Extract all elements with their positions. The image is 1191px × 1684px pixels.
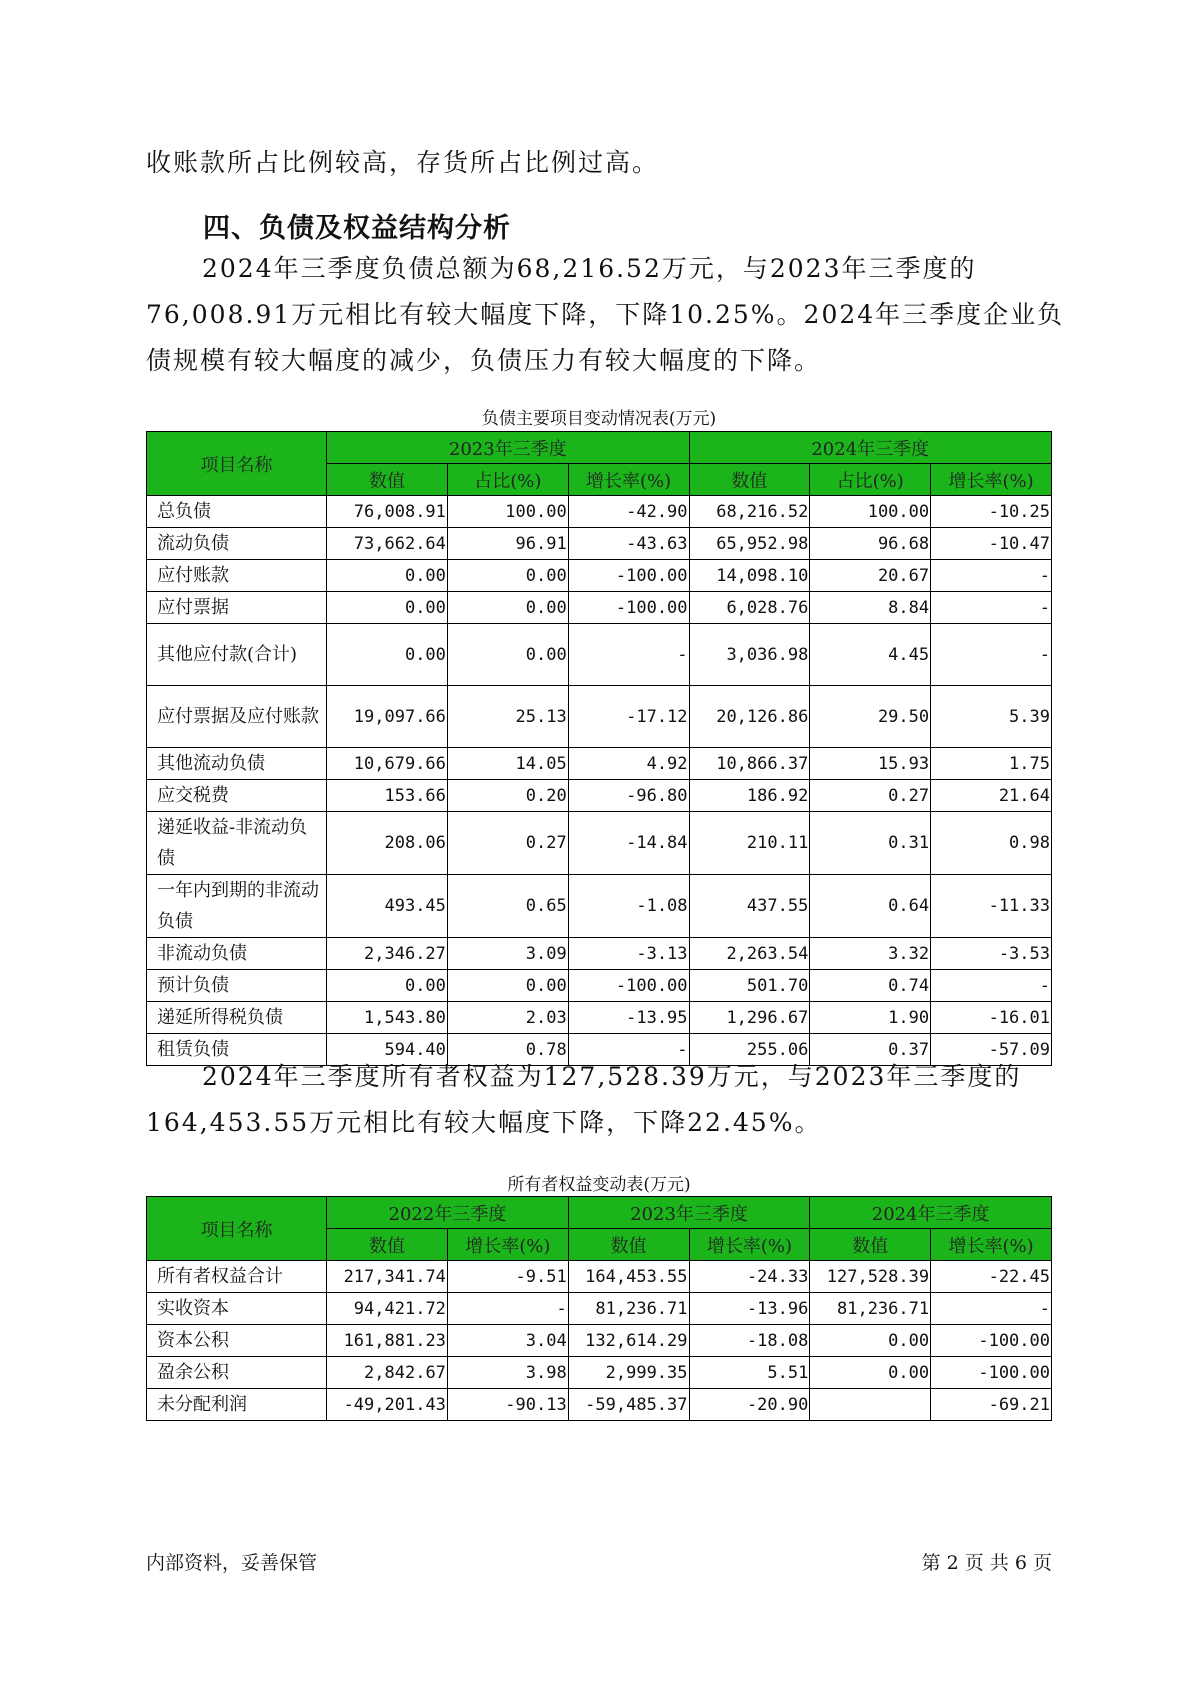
table-cell: 2,346.27 [327,938,448,970]
table-cell: 3.32 [810,938,931,970]
table-cell: 0.20 [447,780,568,812]
section-heading: 四、负债及权益结构分析 [203,213,511,244]
table-cell: -14.84 [568,812,689,875]
table-cell: 501.70 [689,970,810,1002]
table-cell: 100.00 [810,496,931,528]
table-cell: -20.90 [689,1389,810,1421]
row-label: 应付账款 [147,560,327,592]
column-header: 增长率(%) [931,1229,1052,1261]
table1-caption: 负债主要项目变动情况表(万元) [481,409,717,429]
table-cell: 594.40 [327,1034,448,1066]
table-cell: 96.91 [447,528,568,560]
table-cell: 5.51 [689,1357,810,1389]
table-cell: - [447,1293,568,1325]
row-label: 其他流动负债 [147,748,327,780]
row-label: 总负债 [147,496,327,528]
table2-caption: 所有者权益变动表(万元) [507,1175,691,1195]
table-row [147,748,1052,780]
table-cell: 0.00 [447,560,568,592]
intro-line: 收账款所占比例较高，存货所占比例过高。 [146,148,660,177]
table-cell: 0.64 [810,875,931,938]
table-cell: 73,662.64 [327,528,448,560]
table-cell: 127,528.39 [810,1261,931,1293]
table-cell: -49,201.43 [327,1389,448,1421]
table-cell: 100.00 [447,496,568,528]
table-cell: 19,097.66 [327,686,448,748]
table-cell: -100.00 [931,1357,1052,1389]
table-cell: 132,614.29 [568,1325,689,1357]
table-cell: 29.50 [810,686,931,748]
table-row [147,1293,1052,1325]
row-label: 资本公积 [147,1325,327,1357]
equity-table [146,1196,1052,1421]
table-cell: 65,952.98 [689,528,810,560]
table-cell: - [931,624,1052,686]
row-label: 应付票据 [147,592,327,624]
item-name-header: 项目名称 [147,432,327,496]
table-cell: 21.64 [931,780,1052,812]
row-label: 实收资本 [147,1293,327,1325]
table-cell: 3,036.98 [689,624,810,686]
table-cell: 161,881.23 [327,1325,448,1357]
table-row [147,1002,1052,1034]
table-cell: 76,008.91 [327,496,448,528]
row-label: 盈余公积 [147,1357,327,1389]
table-cell: 68,216.52 [689,496,810,528]
table-cell: 0.00 [327,624,448,686]
table-cell: -59,485.37 [568,1389,689,1421]
table-row [147,592,1052,624]
column-header: 数值 [810,1229,931,1261]
table-cell: 3.09 [447,938,568,970]
table-row [147,875,1052,938]
table-cell: 0.00 [327,970,448,1002]
table-cell: 0.74 [810,970,931,1002]
table-cell: 186.92 [689,780,810,812]
table-cell: -57.09 [931,1034,1052,1066]
table-cell: - [931,1293,1052,1325]
table-cell: 437.55 [689,875,810,938]
table-cell: -10.47 [931,528,1052,560]
table-cell: -100.00 [568,592,689,624]
table-row [147,812,1052,875]
table-cell: 25.13 [447,686,568,748]
table-cell: 0.31 [810,812,931,875]
table-cell: -24.33 [689,1261,810,1293]
table-cell: -42.90 [568,496,689,528]
table-cell: 2,842.67 [327,1357,448,1389]
table-row [147,1389,1052,1421]
table-cell: 0.98 [931,812,1052,875]
table-cell: 5.39 [931,686,1052,748]
table-cell: 0.65 [447,875,568,938]
table-cell: -69.21 [931,1389,1052,1421]
table-cell: 0.00 [447,970,568,1002]
table-cell: - [568,624,689,686]
table-cell: -11.33 [931,875,1052,938]
table-cell: -100.00 [568,970,689,1002]
footer-page-number: 第 2 页 共 6 页 [921,1552,1052,1574]
item-name-header: 项目名称 [147,1197,327,1261]
period-header: 2024年三季度 [689,432,1051,464]
table-row [147,1357,1052,1389]
table-cell: 94,421.72 [327,1293,448,1325]
table-cell: 2,263.54 [689,938,810,970]
table-cell: 1.75 [931,748,1052,780]
table-cell: 0.27 [447,812,568,875]
period-header: 2022年三季度 [327,1197,569,1229]
period-header: 2023年三季度 [327,432,689,464]
row-label: 其他应付款(合计) [147,624,327,686]
table-cell: -1.08 [568,875,689,938]
table-cell: 1.90 [810,1002,931,1034]
liabilities-table [146,431,1052,1066]
period-header: 2024年三季度 [810,1197,1052,1229]
table-cell: 0.00 [327,560,448,592]
table-cell: 493.45 [327,875,448,938]
column-header: 占比(%) [447,464,568,496]
table-cell: 0.00 [447,592,568,624]
table-cell: 217,341.74 [327,1261,448,1293]
table-cell: 2.03 [447,1002,568,1034]
table-cell: 0.00 [447,624,568,686]
table-cell [810,1389,931,1421]
table-cell: 3.98 [447,1357,568,1389]
row-label: 递延收益-非流动负债 [147,812,327,875]
footer-confidential-note: 内部资料，妥善保管 [146,1552,318,1574]
table-cell: 153.66 [327,780,448,812]
table-cell: -90.13 [447,1389,568,1421]
period-header: 2023年三季度 [568,1197,810,1229]
row-label: 非流动负债 [147,938,327,970]
table-cell: 0.00 [810,1325,931,1357]
table-cell: 96.68 [810,528,931,560]
table-cell: 2,999.35 [568,1357,689,1389]
column-header: 数值 [327,1229,448,1261]
table-cell: -3.13 [568,938,689,970]
table-cell: 81,236.71 [810,1293,931,1325]
row-label: 应交税费 [147,780,327,812]
table-cell: - [568,1034,689,1066]
table-cell: -100.00 [568,560,689,592]
row-label: 租赁负债 [147,1034,327,1066]
table-cell: 4.92 [568,748,689,780]
table-cell: 20,126.86 [689,686,810,748]
row-label: 流动负债 [147,528,327,560]
table-row [147,938,1052,970]
table-cell: 10,866.37 [689,748,810,780]
column-header: 增长率(%) [931,464,1052,496]
column-header: 占比(%) [810,464,931,496]
table-cell: -17.12 [568,686,689,748]
table-cell: 0.37 [810,1034,931,1066]
row-label: 所有者权益合计 [147,1261,327,1293]
table-cell: 208.06 [327,812,448,875]
column-header: 数值 [689,464,810,496]
column-header: 数值 [568,1229,689,1261]
column-header: 增长率(%) [689,1229,810,1261]
table-cell: 1,543.80 [327,1002,448,1034]
table-cell: 81,236.71 [568,1293,689,1325]
table-row [147,560,1052,592]
table-cell: 210.11 [689,812,810,875]
row-label: 一年内到期的非流动负债 [147,875,327,938]
row-label: 应付票据及应付账款 [147,686,327,748]
table-cell: -10.25 [931,496,1052,528]
table-row [147,686,1052,748]
row-label: 递延所得税负债 [147,1002,327,1034]
table-cell: 14,098.10 [689,560,810,592]
table-cell: -13.95 [568,1002,689,1034]
table-cell: -3.53 [931,938,1052,970]
table-cell: -9.51 [447,1261,568,1293]
table-cell: 0.00 [327,592,448,624]
table-row [147,528,1052,560]
table-cell: 15.93 [810,748,931,780]
table-cell: 0.78 [447,1034,568,1066]
table-cell: -16.01 [931,1002,1052,1034]
row-label: 预计负债 [147,970,327,1002]
table-cell: 1,296.67 [689,1002,810,1034]
column-header: 增长率(%) [447,1229,568,1261]
table-cell: -13.96 [689,1293,810,1325]
table-cell: 0.00 [810,1357,931,1389]
table-cell: -96.80 [568,780,689,812]
table-cell: 20.67 [810,560,931,592]
table-cell: 4.45 [810,624,931,686]
liabilities-paragraph: 2024年三季度负债总额为68,216.52万元，与2023年三季度的76,008.91万元相比有较大幅度下降，下降10.25%。2024年三季度企业负债规模有较大幅度的减少，负债压力有较大幅度的下降。 [146,254,1065,375]
table-row [147,1261,1052,1293]
table-cell: 14.05 [447,748,568,780]
column-header: 数值 [327,464,448,496]
table-cell: -22.45 [931,1261,1052,1293]
table-cell: - [931,592,1052,624]
table-row [147,970,1052,1002]
row-label: 未分配利润 [147,1389,327,1421]
table-row [147,780,1052,812]
table-row [147,496,1052,528]
table-cell: 6,028.76 [689,592,810,624]
table-row [147,1325,1052,1357]
table-cell: 8.84 [810,592,931,624]
table-cell: -43.63 [568,528,689,560]
table-cell: -100.00 [931,1325,1052,1357]
table-cell: - [931,970,1052,1002]
equity-paragraph: 2024年三季度所有者权益为127,528.39万元，与2023年三季度的164,453.55万元相比有较大幅度下降，下降22.45%。 [146,1062,1022,1137]
table-cell: 0.27 [810,780,931,812]
table-cell: -18.08 [689,1325,810,1357]
table-cell: - [931,560,1052,592]
table-cell: 255.06 [689,1034,810,1066]
table-row [147,624,1052,686]
table-cell: 10,679.66 [327,748,448,780]
table-cell: 164,453.55 [568,1261,689,1293]
table-cell: 3.04 [447,1325,568,1357]
column-header: 增长率(%) [568,464,689,496]
